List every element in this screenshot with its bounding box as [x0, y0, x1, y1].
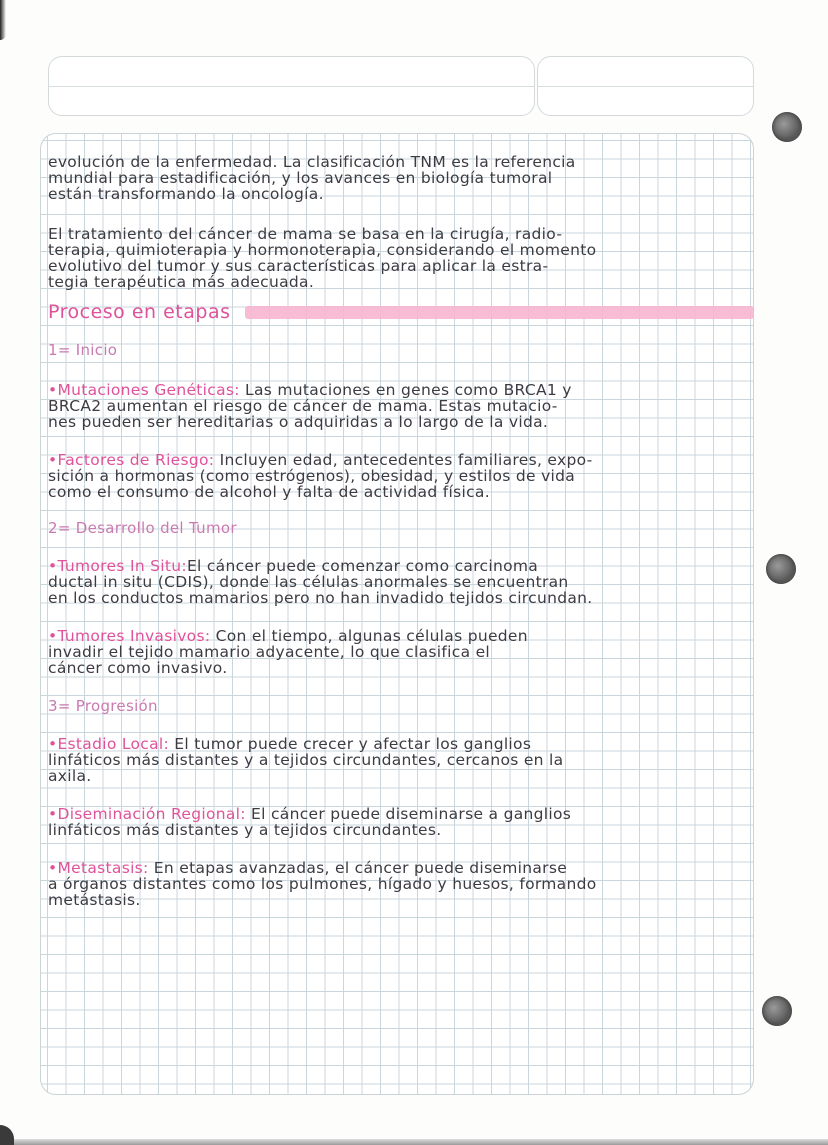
list-item	[48, 382, 754, 430]
text-line: El tratamiento del cáncer de mama se basa en la cirugía, radio-	[48, 225, 563, 243]
page-corner-shadow	[0, 1125, 14, 1145]
text-line: ductal in situ (CDIS), donde las células anormales se encuentran	[48, 573, 569, 591]
item-text: Las mutaciones en genes como BRCA1 y	[239, 381, 572, 399]
item-title: Metastasis:	[57, 859, 149, 877]
text-line: mundial para estadificación, y los avances en biología tumoral	[48, 169, 553, 187]
bullet-icon: •	[48, 859, 58, 877]
text-line: sición a hormonas (como estrógenos), obesidad, y estilos de vida	[48, 467, 576, 485]
punch-hole-icon	[766, 554, 796, 584]
section-heading	[48, 301, 754, 323]
item-text: Incluyen edad, antecedentes familiares, expo-	[214, 451, 593, 469]
text-line: invadir el tejido mamario adyacente, lo que clasifica el	[48, 643, 491, 661]
list-item	[48, 860, 754, 908]
text-line: BRCA2 aumentan el riesgo de cáncer de mama. Estas mutacio-	[48, 397, 558, 415]
text-line	[48, 860, 754, 876]
bullet-icon: •	[48, 735, 58, 753]
list-item	[48, 806, 754, 838]
item-text: El cáncer puede diseminarse a ganglios	[245, 805, 572, 823]
item-title: Tumores In Situ:	[57, 557, 187, 575]
intro-paragraph-2	[48, 226, 754, 290]
punch-hole-icon	[762, 996, 792, 1026]
section-title: Proceso en etapas	[48, 301, 231, 323]
header-box-date	[537, 56, 754, 116]
item-text: El cáncer puede comenzar como carcinoma	[186, 557, 539, 575]
page-bottom-edge	[0, 1139, 828, 1145]
item-text: Con el tiempo, algunas células pueden	[210, 627, 528, 645]
intro-paragraph-1	[48, 154, 754, 202]
text-line	[48, 736, 754, 752]
bullet-icon: •	[48, 451, 58, 469]
text-line	[48, 452, 754, 468]
page-edge-shadow	[0, 0, 6, 40]
text-line: axila.	[48, 767, 92, 785]
text-line: están transformando la oncología.	[48, 185, 324, 203]
text-line: a órganos distantes como los pulmones, hígado y huesos, formando	[48, 875, 597, 893]
item-title: Estadio Local:	[57, 735, 170, 753]
punch-hole-icon	[772, 112, 802, 142]
list-item	[48, 736, 754, 784]
text-line: cáncer como invasivo.	[48, 659, 228, 677]
text-line	[48, 628, 754, 644]
header-box-divider	[49, 86, 534, 87]
bullet-icon: •	[48, 805, 58, 823]
stage-label-2: 2= Desarrollo del Tumor	[48, 519, 237, 537]
header-box-divider	[538, 86, 753, 87]
bullet-icon: •	[48, 627, 58, 645]
text-line: evolución de la enfermedad. La clasificación TNM es la referencia	[48, 153, 576, 171]
text-line: linfáticos más distantes y a tejidos circundantes.	[48, 821, 442, 839]
notes-content	[48, 150, 754, 908]
stage-label-3: 3= Progresión	[48, 697, 158, 715]
text-line	[48, 558, 754, 574]
bullet-icon: •	[48, 557, 58, 575]
list-item	[48, 452, 754, 500]
text-line: en los conductos mamarios pero no han invadido tejidos circundan.	[48, 589, 593, 607]
text-line	[48, 382, 754, 398]
text-line: linfáticos más distantes y a tejidos circundantes, cercanos en la	[48, 751, 564, 769]
header-box-title	[48, 56, 535, 116]
text-line: tegia terapéutica más adecuada.	[48, 273, 315, 291]
text-line: como el consumo de alcohol y falta de actividad física.	[48, 483, 490, 501]
stage-label-1: 1= Inicio	[48, 341, 118, 359]
text-line: metástasis.	[48, 891, 141, 909]
item-title: Tumores Invasivos:	[57, 627, 211, 645]
item-title: Diseminación Regional:	[57, 805, 246, 823]
item-text: El tumor puede crecer y afectar los ganglios	[169, 735, 532, 753]
text-line	[48, 806, 754, 822]
highlighter-stroke	[245, 306, 755, 319]
text-line: terapia, quimioterapia y hormonoterapia, considerando el momento	[48, 241, 597, 259]
list-item	[48, 628, 754, 676]
bullet-icon: •	[48, 381, 58, 399]
text-line: evolutivo del tumor y sus características para aplicar la estra-	[48, 257, 549, 275]
item-title: Mutaciones Genéticas:	[57, 381, 240, 399]
item-title: Factores de Riesgo:	[57, 451, 215, 469]
list-item	[48, 558, 754, 606]
text-line: nes pueden ser hereditarias o adquiridas a lo largo de la vida.	[48, 413, 549, 431]
item-text: En etapas avanzadas, el cáncer puede diseminarse	[148, 859, 568, 877]
